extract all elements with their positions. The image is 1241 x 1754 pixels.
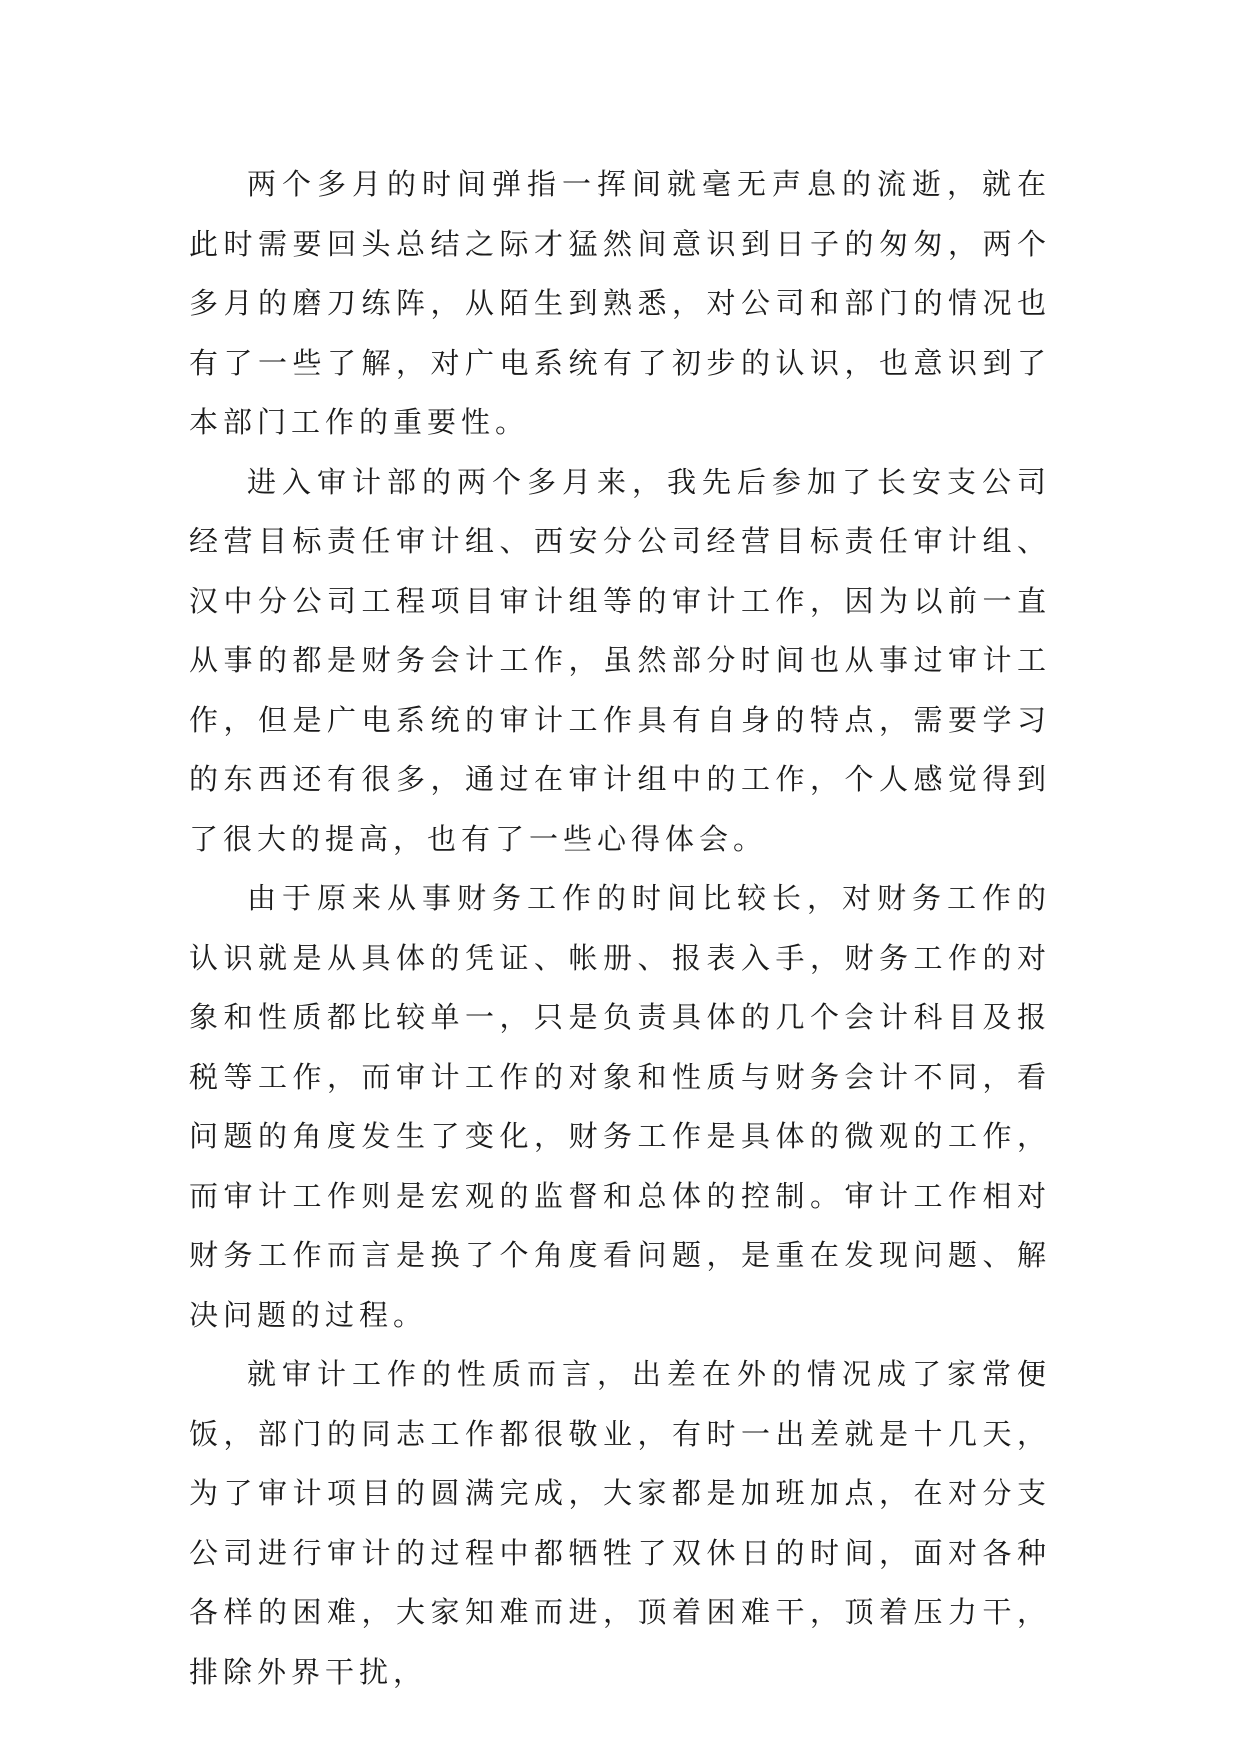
- paragraph-2: 进入审计部的两个多月来，我先后参加了长安支公司经营目标责任审计组、西安分公司经营目标责任审计组、汉中分公司工程项目审计组等的审计工作，因为以前一直从事的都是财务会计工作，虽然部分时间也从事过审计工作，但是广电系统的审计工作具有自身的特点，需要学习的东西还有很多，通过在审计组中的工作，个人感觉得到了很大的提高，也有了一些心得体会。: [189, 464, 1051, 856]
- paragraph-3: 由于原来从事财务工作的时间比较长，对财务工作的认识就是从具体的凭证、帐册、报表入手，财务工作的对象和性质都比较单一，只是负责具体的几个会计科目及报税等工作，而审计工作的对象和性质与财务会计不同，看问题的角度发生了变化，财务工作是具体的微观的工作，而审计工作则是宏观的监督和总体的控制。审计工作相对财务工作而言是换了个角度看问题，是重在发现问题、解决问题的过程。: [189, 881, 1051, 1332]
- document-body: [189, 155, 1051, 1702]
- paragraph-4: 就审计工作的性质而言，出差在外的情况成了家常便饭，部门的同志工作都很敬业，有时一出差就是十几天，为了审计项目的圆满完成，大家都是加班加点，在对分支公司进行审计的过程中都牺牲了双休日的时间，面对各种各样的困难，大家知难而进，顶着困难干，顶着压力干，排除外界干扰，: [189, 1357, 1051, 1689]
- paragraph-1: 两个多月的时间弹指一挥间就毫无声息的流逝，就在此时需要回头总结之际才猛然间意识到日子的匆匆，两个多月的磨刀练阵，从陌生到熟悉，对公司和部门的情况也有了一些了解，对广电系统有了初步的认识，也意识到了本部门工作的重要性。: [189, 167, 1051, 439]
